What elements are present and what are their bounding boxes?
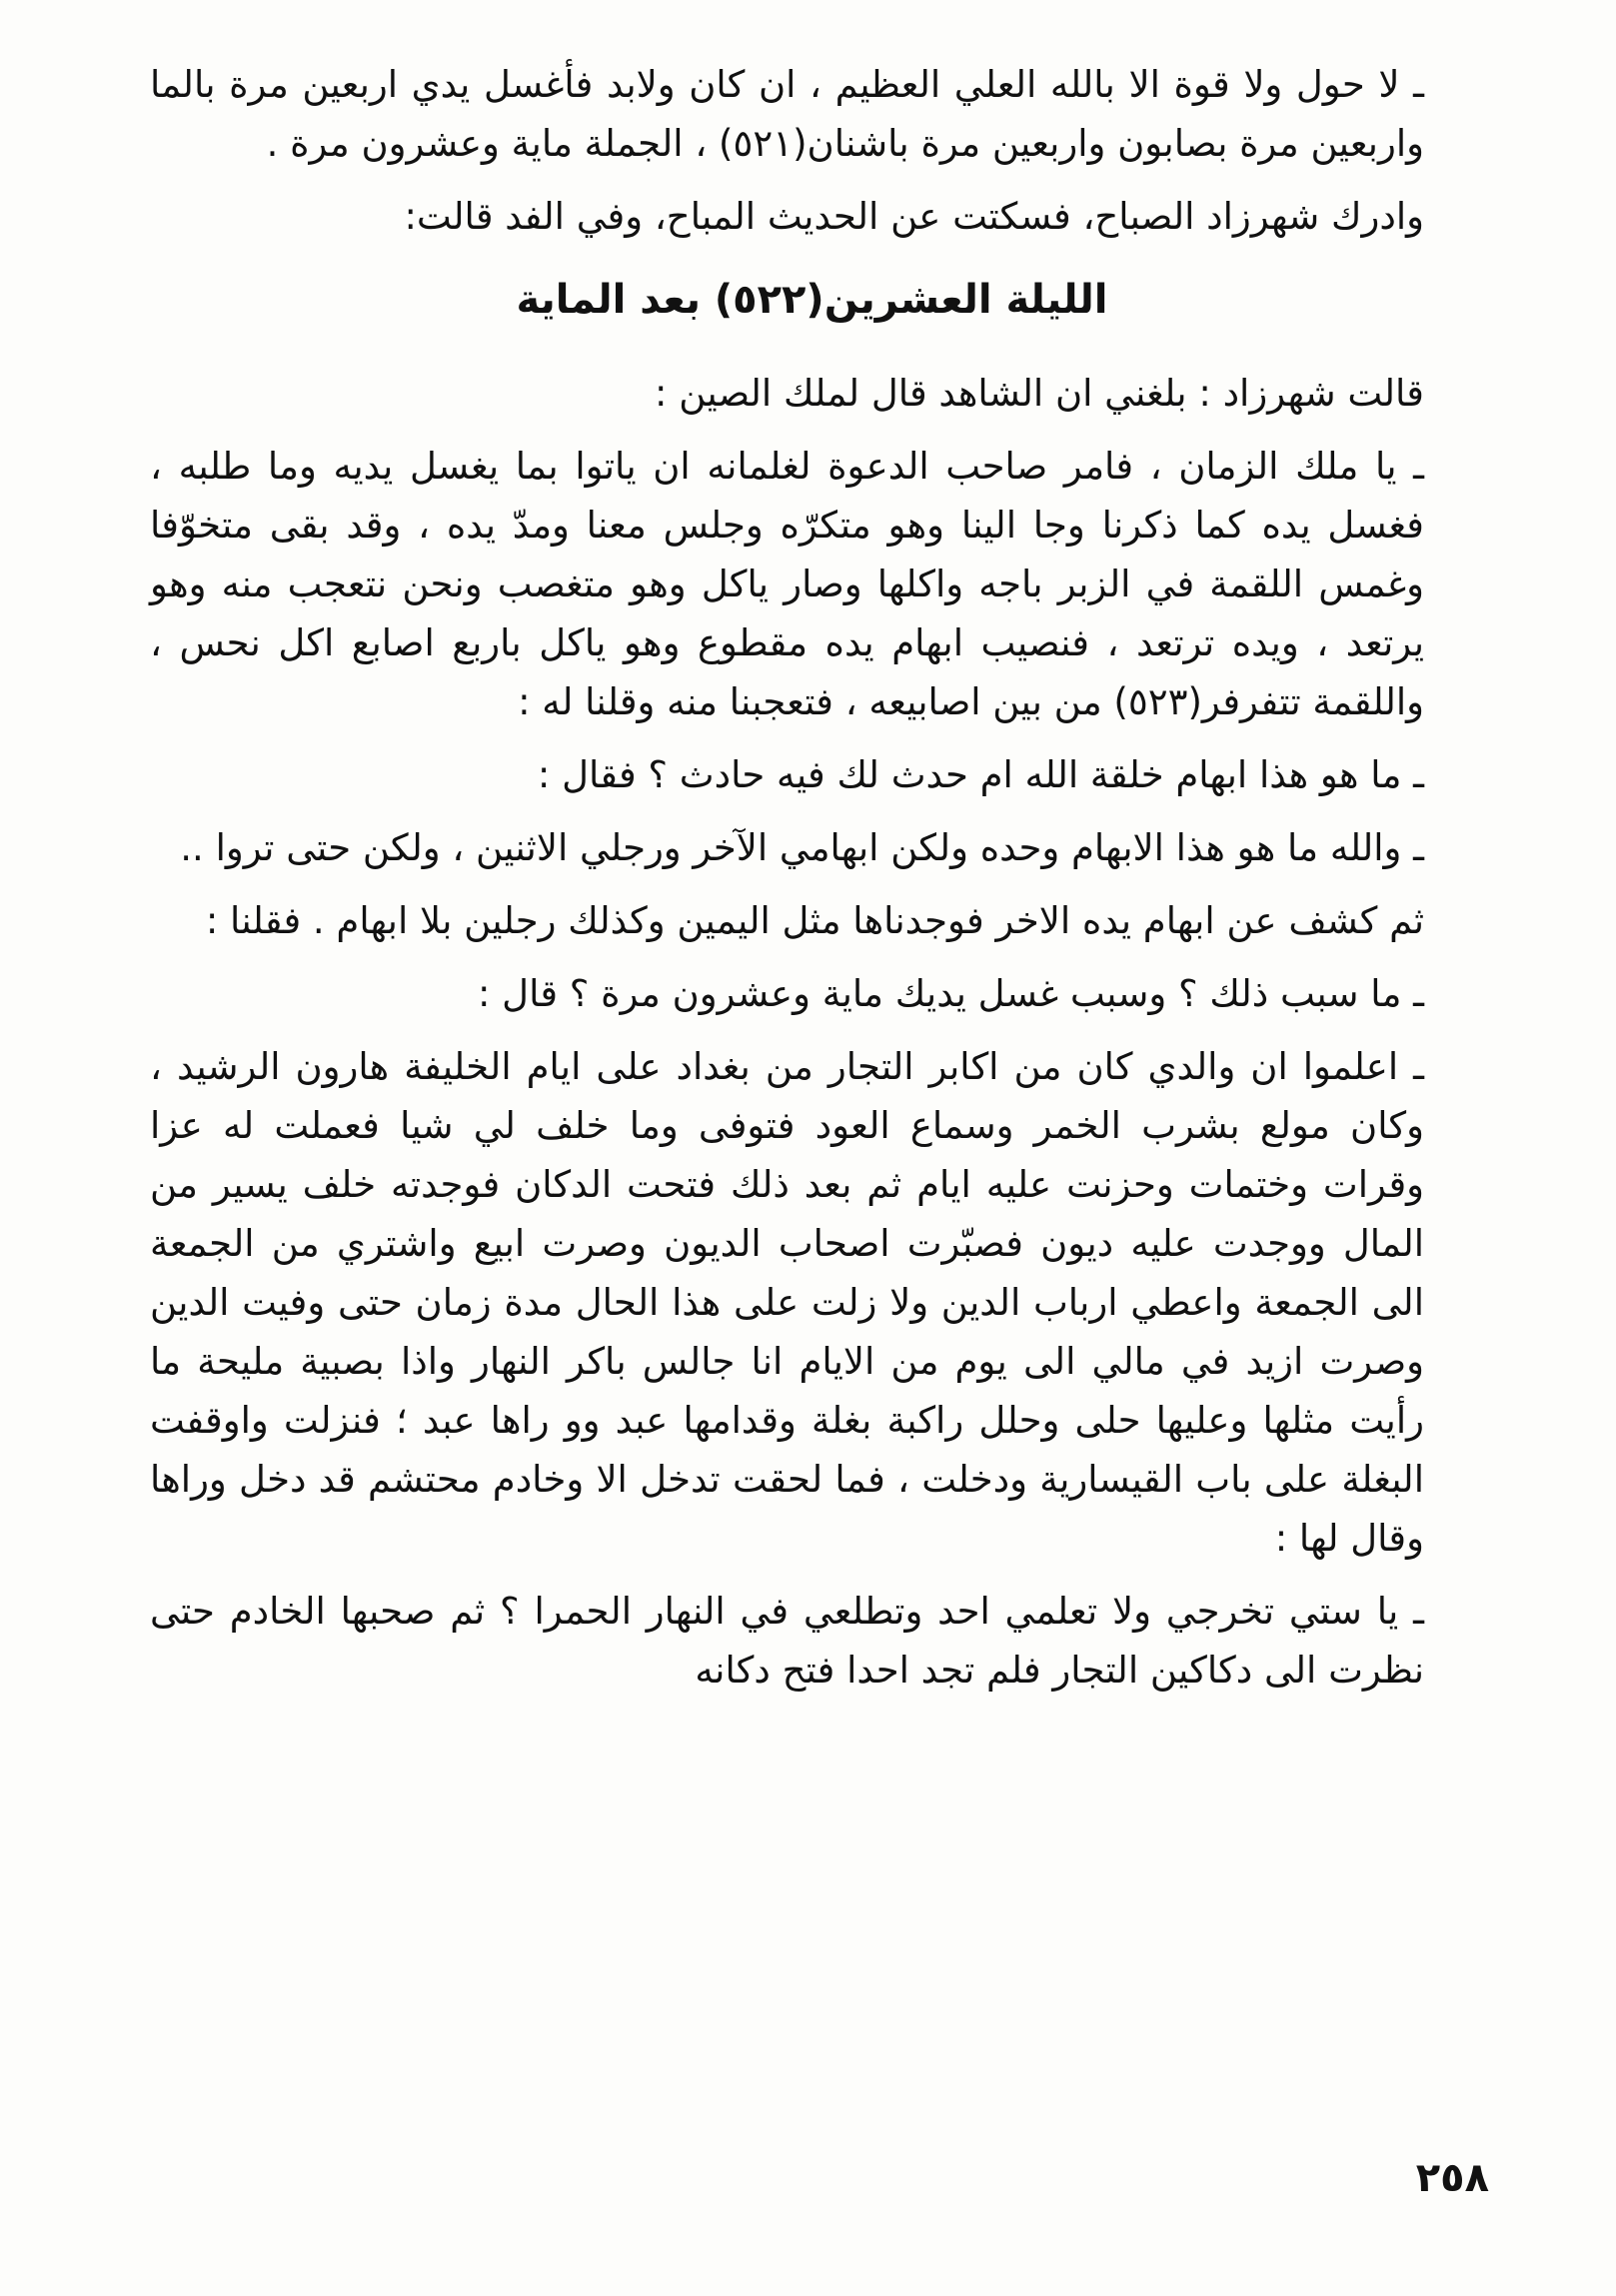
page-number: ٢٥٨ bbox=[1415, 2155, 1489, 2201]
paragraph-1: ـ لا حول ولا قوة الا بالله العلي العظيم ، ان كان ولابد فأغسل يدي اربعين مرة بالما واربعين مرة بصابون واربعين مرة باشنان(٥٢١) ، الجملة ماية وعشرون مرة . bbox=[150, 63, 1424, 165]
paragraph-9: ـ اعلموا ان والدي كان من اكابر التجار من بغداد على ايام الخليفة هارون الرشيد ، وكان مولع بشرب الخمر وسماع العود فتوفى وما خلف لي شيا فعملت له عزا وقرات وختمات وحزنت عليه ايام ثم بعد ذلك فتحت الدكان فوجدته خلف يسير من المال ووجدت عليه ديون فصبّرت اصحاب الديون وصرت ابيع واشتري من الجمعة الى الجمعة واعطي ارباب الدين ولا زلت على هذا الحال مدة زمان حتى وفيت الدين وصرت ازيد في مالي الى يوم من الايام انا جالس باكر النهار واذا بصبية مليحة ما رأيت مثلها وعليها حلى وحلل راكبة بغلة وقدامها عبد وو راها عبد ؛ فنزلت واوقفت البغلة على باب القيسارية ودخلت ، فما لحقت تدخل الا وخادم محتشم قد دخل وراها وقال لها : bbox=[150, 1045, 1424, 1560]
paragraph-7: ثم كشف عن ابهام يده الاخر فوجدناها مثل اليمين وكذلك رجلين بلا ابهام . فقلنا : bbox=[205, 899, 1424, 942]
paragraph-8: ـ ما سبب ذلك ؟ وسبب غسل يديك ماية وعشرون مرة ؟ قال : bbox=[477, 972, 1424, 1015]
text-column bbox=[150, 55, 1474, 1714]
paragraph-10: ـ يا ستي تخرجي ولا تعلمي احد وتطلعي في النهار الحمرا ؟ ثم صحبها الخادم حتى نظرت الى دكاكين التجار فلم تجد احدا فتح دكانه bbox=[150, 1590, 1424, 1692]
paragraph-2: وادرك شهرزاد الصباح، فسكتت عن الحديث المباح، وفي الفد قالت: bbox=[404, 195, 1424, 238]
paragraph-4: ـ يا ملك الزمان ، فامر صاحب الدعوة لغلمانه ان ياتوا بما يغسل يديه وما طلبه ، فغسل يده كما ذكرنا وجا الينا وهو متكرّه وجلس معنا ومدّ يده ، وقد بقى متخوّفا وغمس اللقمة في الزبر باجه واكلها وصار ياكل وهو متغصب ونحن نتعجب منه وهو يرتعد ، ويده ترتعد ، فنصيب ابهام يده مقطوع وهو ياكل باربع اصابع اكل نحس ، واللقمة تتفرفر(٥٢٣) من بين اصابيعه ، فتعجبنا منه وقلنا له : bbox=[150, 445, 1424, 723]
paragraph-5: ـ ما هو هذا ابهام خلقة الله ام حدث لك فيه حادث ؟ فقال : bbox=[537, 753, 1424, 796]
night-heading: الليلة العشرين(٥٢٢) بعد الماية bbox=[516, 277, 1108, 323]
paragraph-3: قالت شهرزاد : بلغني ان الشاهد قال لملك الصين : bbox=[655, 372, 1424, 415]
paragraph-6: ـ والله ما هو هذا الابهام وحده ولكن ابهامي الآخر ورجلي الاثنين ، ولكن حتى تروا .. bbox=[180, 826, 1424, 869]
